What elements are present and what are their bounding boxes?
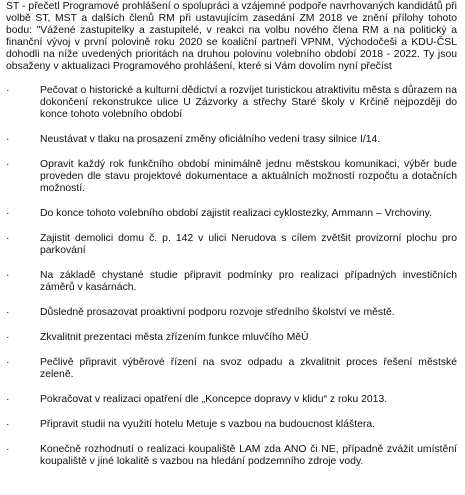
list-item [6, 444, 457, 468]
list-item-text: Připravit studii na využití hotelu Metuje s vazbou na budoucnost kláštera. [40, 419, 375, 430]
list-item [6, 307, 457, 319]
bullet-mark: · [6, 134, 10, 145]
bullet-mark: · [6, 419, 10, 430]
bullet-mark: · [6, 307, 10, 318]
list-item-text: Neustávat v tlaku na prosazení změny oficiálního vedení trasy silnice I/14. [40, 134, 381, 145]
list-item-text: Na základě chystané studie připravit podmínky pro realizaci případných investičních záměrů v kasárnách. [40, 270, 457, 293]
list-item [6, 419, 457, 431]
list-item [6, 270, 457, 294]
list-item [6, 233, 457, 257]
list-item-text: Opravit každý rok funkčního období minimálně jednu městskou komunikaci, výběr bude proveden dle stavu projektové dokumentace a aktuálních možností rozpočtu a dotačních možností. [40, 159, 457, 194]
list-item [6, 134, 457, 146]
bullet-mark: · [6, 444, 10, 455]
bullet-mark: · [6, 208, 10, 219]
list-item-text: Důsledně prosazovat proaktivní podporu rozvoje středního školství ve městě. [40, 307, 395, 318]
list-item [6, 357, 457, 381]
bullet-mark: · [6, 233, 10, 244]
list-item-text: Zajistit demolici domu č. p. 142 v ulici Nerudova s cílem zvětšit provizorní plochu pro parkování [40, 233, 457, 256]
bullet-mark: · [6, 332, 10, 343]
bullet-mark: · [6, 270, 10, 281]
list-item-text: Zkvalitnit prezentaci města zřízením funkce mluvčího MěÚ [40, 332, 309, 343]
intro-paragraph: ST - přečetl Programové prohlášení o spolupráci a vzájemné podpoře navrhovaných kandidátů při volbě ST, MST a dalších členů RM při ustavujícím zasedání ZM 2018 ve znění přílohy tohoto bodu: "Vážené zastupitelky a zastupitelé, v reakci na volbu nového člena RM a na politický a finanční vývoj v první polovině roku 2020 se koaliční partneři VPNM, Východočeši a KDU-ČSL dohodli na níže uvedených prioritách na druhou polovinu volebního období 2018 - 2022. Ty jsou obsaženy v aktualizaci Programového prohlášení, které si Vám dovolím nyní přečíst [6, 1, 457, 72]
list-item [6, 208, 457, 220]
list-item [6, 332, 457, 344]
list-item [6, 85, 457, 121]
bullet-mark: · [6, 85, 10, 96]
list-item [6, 394, 457, 406]
bullet-mark: · [6, 357, 10, 368]
list-item-text: Pečlivě připravit výběrové řízení na svoz odpadu a zkvalitnit proces řešení městské zeleně. [40, 357, 457, 380]
list-item [6, 159, 457, 195]
bullet-mark: · [6, 159, 10, 170]
list-item-text: Pokračovat v realizaci opatření dle „Koncepce dopravy v klidu“ z roku 2013. [40, 394, 388, 405]
list-item-text: Do konce tohoto volebního období zajistit realizaci cyklostezky, Ammann – Vrchoviny. [40, 208, 432, 219]
list-item-text: Konečně rozhodnutí o realizaci koupaliště LAM zda ANO či NE, případně zvážit umístění koupaliště v jiné lokalitě s vazbou na hledání podzemního zdroje vody. [40, 444, 457, 467]
list-item-text: Pečovat o historické a kulturní dědictví a rozvíjet turistickou atraktivitu města s důrazem na dokončení rekonstrukce ulice U Zázvorky a střechy Staré školy v Krčině nejpozději do konce tohoto volebního období [40, 85, 457, 120]
bullet-mark: · [6, 394, 10, 405]
